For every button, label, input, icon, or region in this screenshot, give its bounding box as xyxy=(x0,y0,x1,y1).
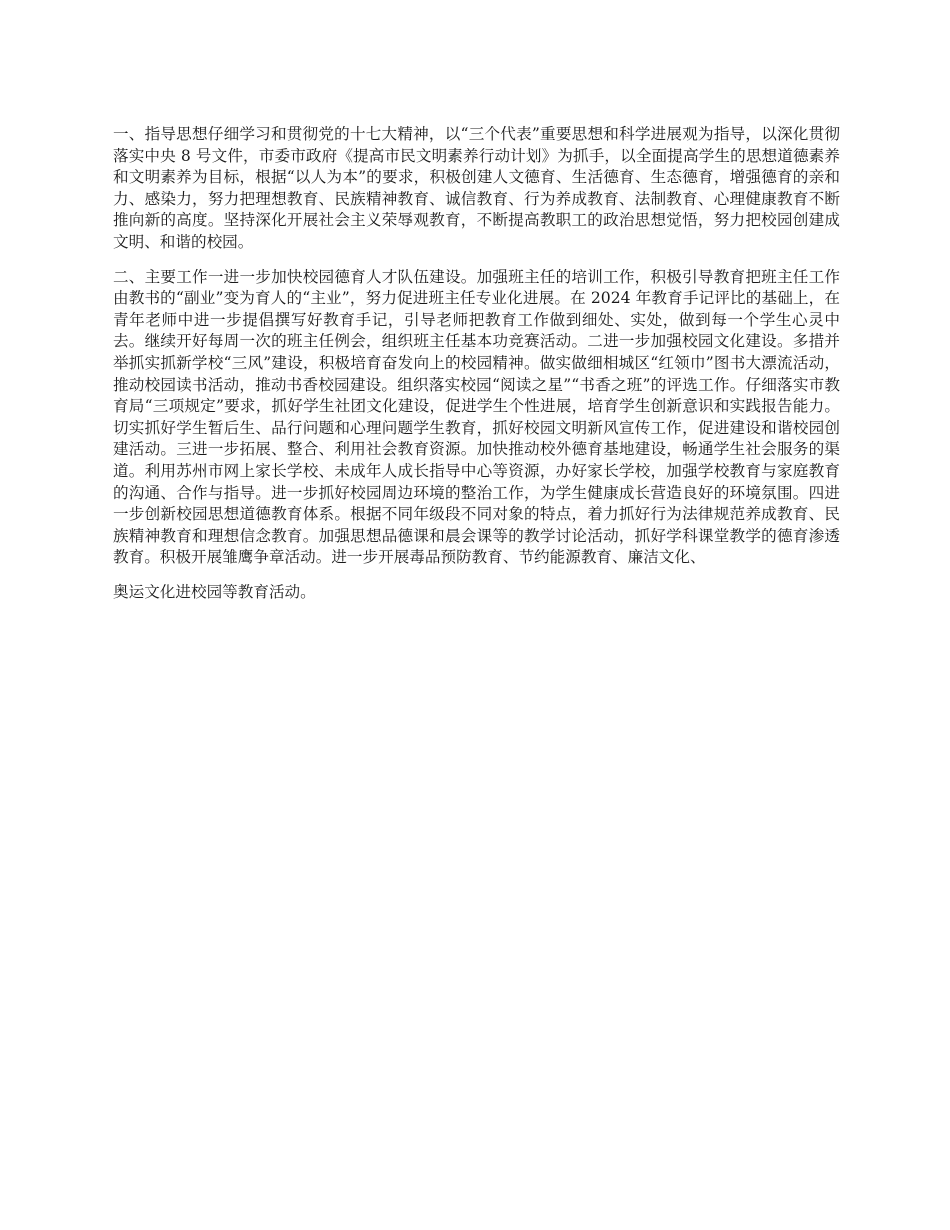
paragraph-guiding-ideology: 一、指导思想仔细学习和贯彻党的十七大精神，以“三个代表”重要思想和科学进展观为指导，以深化贯彻落实中央 8 号文件，市委市政府《提高市民文明素养行动计划》为抓手，以全面提高学生的思想道德素养和文明素养为目标，根据“以人为本”的要求，积极创建人文德育、生活德育、生态德育，增强德育的亲和力、感染力，努力把理想教育、民族精神教育、诚信教育、行为养成教育、法制教育、心理健康教育不断推向新的高度。坚持深化开展社会主义荣辱观教育，不断提高教职工的政治思想觉悟，努力把校园创建成文明、和谐的校园。 xyxy=(113,125,840,251)
document-body xyxy=(113,124,840,616)
paragraph-olympic-culture: 奥运文化进校园等教育活动。 xyxy=(113,582,316,601)
paragraph-main-work: 二、主要工作一进一步加快校园德育人才队伍建设。加强班主任的培训工作，积极引导教育把班主任工作由教书的“副业”变为育人的“主业”，努力促进班主任专业化进展。在 2024 年教育手记评比的基础上，在青年老师中进一步提倡撰写好教育手记，引导老师把教育工作做到细处、实处，做到每一个学生心灵中去。继续开好每周一次的班主任例会，组织班主任基本功竞赛活动。二进一步加强校园文化建设。多措并举抓实抓新学校“三风”建设，积极培育奋发向上的校园精神。做实做细相城区“红领巾”图书大漂流活动，推动校园读书活动，推动书香校园建设。组织落实校园“阅读之星”“书香之班”的评选工作。仔细落实市教育局“三项规定”要求，抓好学生社团文化建设，促进学生个性进展，培育学生创新意识和实践报告能力。切实抓好学生暂后生、品行问题和心理问题学生教育，抓好校园文明新风宣传工作，促进建设和谐校园创建活动。三进一步拓展、整合、利用社会教育资源。加快推动校外德育基地建设，畅通学生社会服务的渠道。利用苏州市网上家长学校、未成年人成长指导中心等资源，办好家长学校，加强学校教育与家庭教育的沟通、合作与指导。进一步抓好校园周边环境的整治工作，为学生健康成长营造良好的环境氛围。四进一步创新校园思想道德教育体系。根据不同年级段不同对象的特点，着力抓好行为法律规范养成教育、民族精神教育和理想信念教育。加强思想品德课和晨会课等的教学讨论活动，抓好学科课堂教学的德育渗透教育。积极开展雏鹰争章活动。进一步开展毒品预防教育、节约能源教育、廉洁文化、 xyxy=(113,267,840,567)
